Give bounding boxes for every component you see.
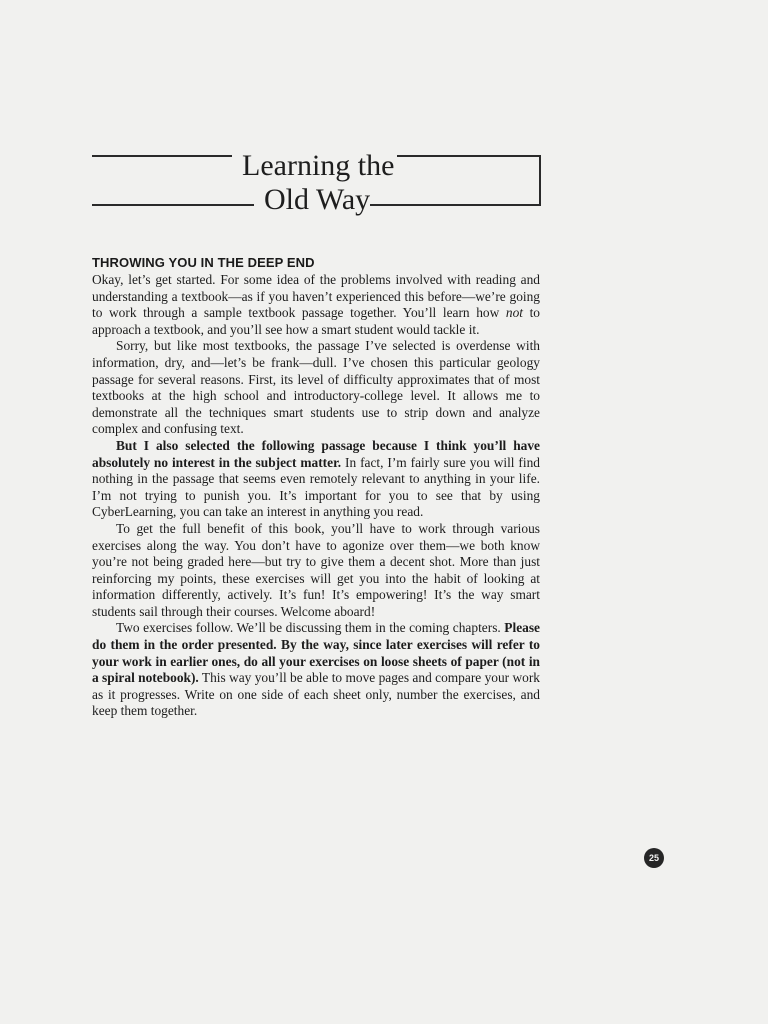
section-heading: THROWING YOU IN THE DEEP END	[92, 255, 315, 270]
paragraph-1	[92, 272, 540, 338]
paragraph-1-text-b: to approach a textbook, and you’ll see how a smart student would tackle it.	[92, 305, 541, 337]
paragraph-3-text: In fact, I’m fairly sure you will find nothing in the passage that seems even remotely relevant to anything in your life. I’m not trying to punish you. It’s important for you to see that by using CyberLearning, you can take an interest in anything you read.	[92, 454, 540, 520]
title-rule-bottom-right	[370, 204, 541, 206]
chapter-title-line-2: Old Way	[264, 183, 371, 216]
title-rule-top-left	[92, 155, 232, 157]
title-rule-bottom-left	[92, 204, 254, 206]
paragraph-3-bold: But I also selected the following passage because I think you’ll have absolutely no interest in the subject matter.	[92, 437, 540, 470]
paragraph-2: Sorry, but like most textbooks, the passage I’ve selected is overdense with information, dry, and—let’s be frank—dull. I’ve chosen this particular geology passage for several reasons. First, its level of difficulty approximates that of most textbooks at the high school and introductory-college level. It allows me to demonstrate all the techniques smart students use to strip down and analyze complex and confusing text.	[92, 338, 540, 437]
paragraph-5-text-b: This way you’ll be able to move pages and compare your work as it progresses. Write on one side of each sheet only, number the exercises, and keep them together.	[92, 670, 540, 719]
paragraph-5-bold: Please do them in the order presented. By the way, since later exercises will refer to your work in earlier ones, do all your exercises on loose sheets of paper (not in a spiral notebook).	[92, 620, 540, 686]
paragraph-1-emphasis: not	[505, 305, 523, 321]
title-rule-top-right	[397, 155, 540, 157]
chapter-body	[92, 254, 540, 720]
chapter-title-block	[0, 0, 768, 230]
paragraph-5	[92, 620, 540, 720]
paragraph-5-text-a: Two exercises follow. We’ll be discussing them in the coming chapters.	[116, 620, 505, 636]
paragraph-4: To get the full benefit of this book, you’ll have to work through various exercises along the way. You don’t have to agonize over them—we both know you’re not being graded here—but try to give them a decent shot. More than just reinforcing my points, these exercises will get you into the habit of looking at information differently, actively. It’s fun! It’s empowering! It’s the way smart students sail through their courses. Welcome aboard!	[92, 520, 540, 619]
title-rule-right-vertical	[539, 155, 541, 205]
chapter-title-line-1: Learning the	[242, 149, 395, 182]
paragraph-3	[92, 438, 540, 521]
page-number-badge: 25	[644, 848, 664, 868]
paragraph-1-text-a: Okay, let’s get started. For some idea of the problems involved with reading and understanding a textbook—as if you haven’t experienced this before—we’re going to work through a sample textbook passage together. You’ll learn how	[92, 272, 540, 321]
